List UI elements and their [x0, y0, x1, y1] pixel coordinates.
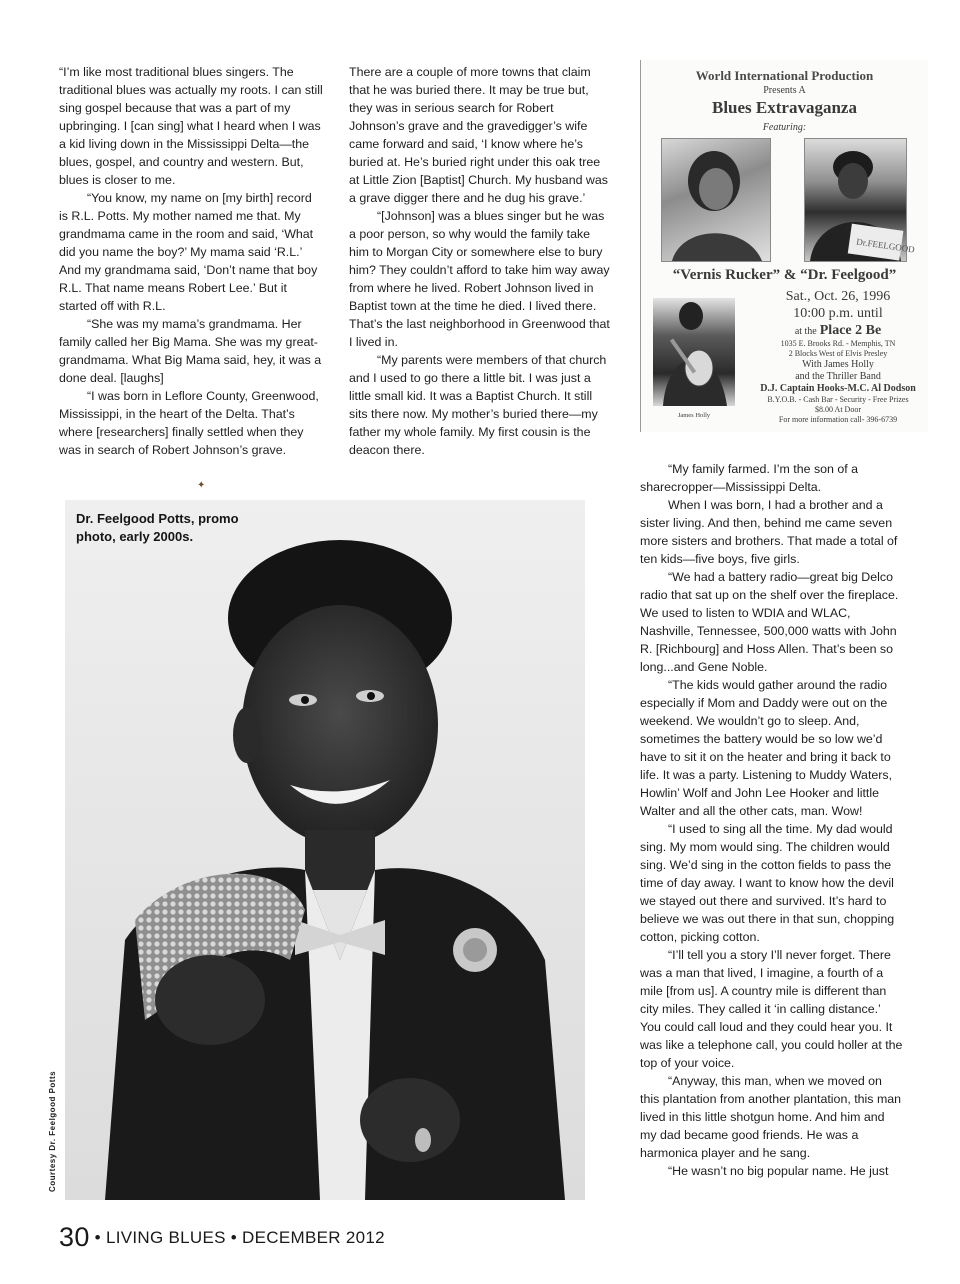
flyer-title: Blues Extravaganza	[712, 98, 857, 117]
photo-credit: Courtesy Dr. Feelgood Potts	[48, 1070, 57, 1192]
paragraph: There are a couple of more towns that claim that he was buried there. It may be true but, they was in serious search for Robert Johnson’s grave and the gravedigger’s wife came forward and said, ‘I know where he’s buried at. He’s buried right under this oak tree at Little Zion [Baptist] Church. My husband was a grave digger there and he dug his grave.’	[349, 65, 608, 205]
photo-caption: Dr. Feelgood Potts, promo photo, early 2000s.	[76, 511, 239, 544]
decorative-mark: ✦	[197, 480, 206, 491]
james-holly-photo	[653, 298, 735, 406]
concert-flyer	[640, 60, 928, 432]
feelgood-sign: Dr.FEELGOOD	[855, 236, 916, 255]
paragraph: “She was my mama’s grandmama. Her family called her Big Mama. She was my great-grandmama. What Big Mama said, hey, it was a done deal. [laughs]	[59, 317, 322, 385]
paragraph: “My family farmed. I’m the son of a sharecropper—Mississippi Delta.	[640, 462, 859, 494]
flyer-directions: 2 Blocks West of Elvis Presley	[788, 349, 888, 358]
flyer-band: and the Thriller Band	[795, 371, 881, 382]
paragraph: “We had a battery radio—great big Delco radio that sat up on the shelf over the fireplace. We used to listen to WDIA and WLAC, Nashville, Tennessee, 500,000 watts with John R. [Richbourg] and Hoss Allen. That’s been so long...and Gene Noble.	[640, 570, 899, 674]
paragraph: “Anyway, this man, when we moved on this plantation from another plantation, this man lived in this little shotgun home. And him and my dad became good friends. He was a harmonica player and he sang.	[640, 1074, 902, 1160]
flyer-date: Sat., Oct. 26, 1996	[785, 289, 891, 304]
paragraph: “I’ll tell you a story I’ll never forget. There was a man that lived, I imagine, a fourth of a mile [from us]. A country mile is different than city miles. They called it ‘in calling distance.’ You could call loud and they could hear you. It was like a telephone call, you could holler at the top of your voice.	[640, 948, 903, 1070]
page-number: 30	[59, 1222, 90, 1252]
flyer-producer: World International Production	[695, 68, 874, 83]
flyer-time: 10:00 p.m. until	[793, 306, 883, 321]
paragraph: “I’m like most traditional blues singers. The traditional blues was actually my roots. I can still sing gospel because that was a part of my upbringing. I [can sing] what I heard when I was a kid living down in the Mississippi Delta—the blues, gospel, and country and western. But, blues is closer to me.	[59, 65, 323, 187]
vernis-rucker-photo	[661, 138, 771, 262]
paragraph: “The kids would gather around the radio especially if Mom and Daddy were out on the weekend. We wouldn’t go to sleep. And, sometimes the battery would be so low we’d have to sit it on the heater and bring it back to life. It was a party. Listening to Muddy Waters, Howlin’ Wolf and John Lee Hooker and little Walter and all the other cats, man. Wow!	[640, 678, 893, 818]
flyer-door: $8.00 At Door	[815, 405, 861, 414]
promo-photo	[65, 500, 585, 1200]
footer-publication: • LIVING BLUES • DECEMBER 2012	[89, 1228, 385, 1247]
flyer-with: With James Holly	[802, 359, 874, 370]
article-column-left	[59, 63, 324, 459]
flyer-at: at the	[794, 326, 817, 337]
paragraph: “You know, my name on [my birth] record is R.L. Potts. My mother named me that. My grandmama came in the room and said, ‘What did you name the boy?’ My mama said ‘R.L.’ And my grandmama said, ‘Don’t name that boy R.L. That name means Robert Lee.’ But it started off with R.L.	[59, 191, 318, 313]
article-column-right	[640, 460, 903, 1180]
paragraph: “[Johnson] was a blues singer but he was a poor person, so why would the family take him to Morgan City or somewhere else to bury him? They couldn’t afford to take him way away from where he lived. Robert Johnson lived in Baptist town at the time he died. I lived there. That’s the last neighborhood in Greenwood that I lived in.	[349, 209, 610, 349]
dr-feelgood-photo	[804, 138, 916, 262]
paragraph: “I used to sing all the time. My dad would sing. My mom would sing. The children would sing. We’d sing in the cotton fields to pass the time of day away. I want to know how the devil we stayed out there and survived. It’s hard to believe we was out there in that sun, chopping cotton, picking cotton.	[640, 822, 895, 944]
flyer-holly-caption: James Holly	[677, 412, 711, 419]
flyer-extras: B.Y.O.B. - Cash Bar - Security - Free Prizes	[767, 395, 909, 404]
flyer-event-info	[753, 288, 923, 425]
flyer-info: For more information call- 396-6739	[778, 415, 898, 424]
flyer-address: 1035 E. Brooks Rd. - Memphis, TN	[780, 339, 896, 348]
paragraph: When I was born, I had a brother and a sister living. And then, behind me came seven more sisters and brothers. That made a total of ten kids—five boys, five girls.	[640, 498, 898, 566]
article-column-middle	[349, 63, 611, 459]
flyer-dj: D.J. Captain Hooks-M.C. Al Dodson	[760, 383, 916, 394]
flyer-venue-line	[753, 322, 923, 339]
page-footer	[59, 1222, 385, 1253]
flyer-venue: Place 2 Be	[819, 323, 882, 338]
portrait-illustration	[65, 500, 585, 1200]
paragraph: “I was born in Leflore County, Greenwood, Mississippi, in the heart of the Delta. That’s where [researchers] finally settled when they was in search of Robert Johnson’s grave.	[59, 389, 319, 457]
flyer-presents: Presents A	[763, 85, 806, 96]
flyer-featuring: Featuring:	[762, 122, 807, 133]
paragraph: “My parents were members of that church and I used to go there a little bit. I was just a little small kid. It was a Baptist Church. It still sits there now. My mother’s buried there—my father my whole family. My first cousin is the deacon there.	[349, 353, 607, 457]
flyer-headline: “Vernis Rucker” & “Dr. Feelgood”	[672, 267, 897, 283]
paragraph: “He wasn’t no big popular name. He just	[668, 1164, 889, 1178]
